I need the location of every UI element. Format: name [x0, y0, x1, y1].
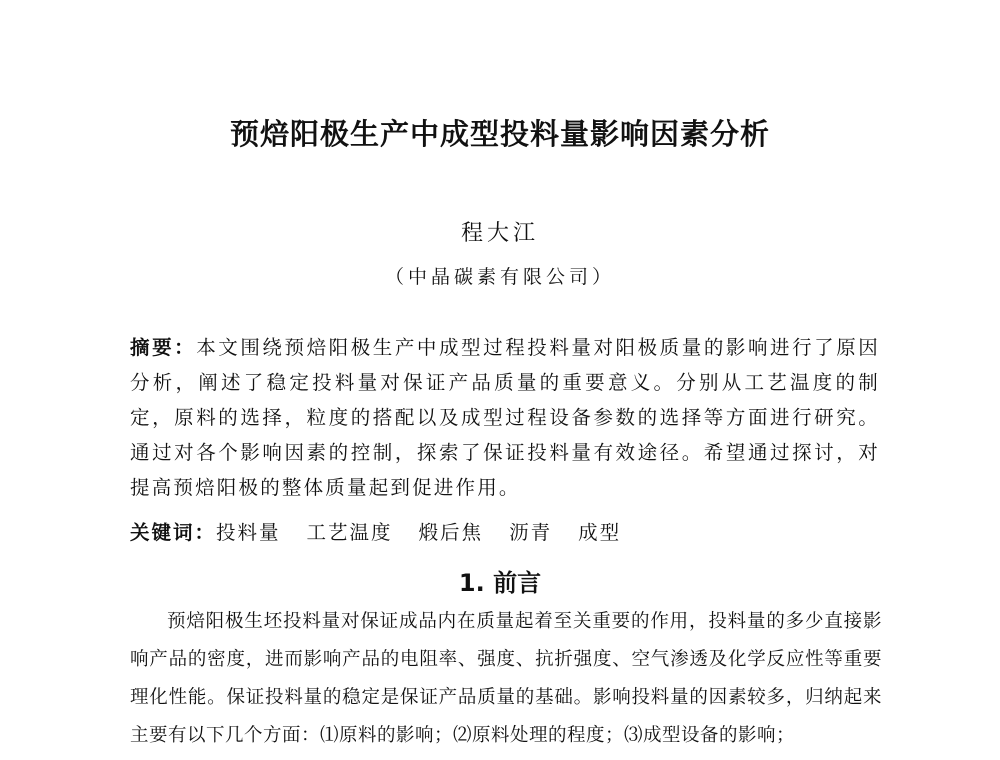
keyword: 煅后焦 — [418, 521, 484, 544]
keyword: 沥青 — [509, 521, 553, 544]
body-paragraph: 预焙阳极生坯投料量对保证成品内在质量起着至关重要的作用，投料量的多少直接影响产品的密度，进而影响产品的电阻率、强度、抗折强度、空气渗透及化学反应性等重要理化性能。保证投料量的稳定是保证产品质量的基础。影响投料量的因素较多，归纳起来主要有以下几个方面：⑴原料的影响；⑵原料处理的程度；⑶成型设备的影响； — [130, 611, 882, 746]
author-name: 程大江 — [460, 221, 539, 246]
abstract-label: 摘要： — [130, 336, 197, 359]
keyword: 投料量 — [216, 521, 281, 544]
paper-title: 预焙阳极生产中成型投料量影响因素分析 — [229, 117, 770, 151]
keywords — [130, 518, 880, 548]
abstract — [130, 330, 880, 505]
abstract-text: 本文围绕预焙阳极生产中成型过程投料量对阳极质量的影响进行了原因分析，阐述了稳定投料量对保证产品质量的重要意义。分别从工艺温度的制定，原料的选择，粒度的搭配以及成型过程设备参数的选择等方面进行研究。通过对各个影响因素的控制，探索了保证投料量有效途径。希望通过探讨，对提高预焙阳极的整体质量起到促进作用。 — [130, 336, 880, 499]
author-affiliation: （中晶碳素有限公司） — [384, 266, 615, 288]
keywords-label: 关键词： — [130, 521, 217, 544]
keyword: 成型 — [578, 521, 622, 544]
section-heading: 1. 前言 — [458, 569, 542, 597]
keyword: 工艺温度 — [306, 521, 393, 544]
